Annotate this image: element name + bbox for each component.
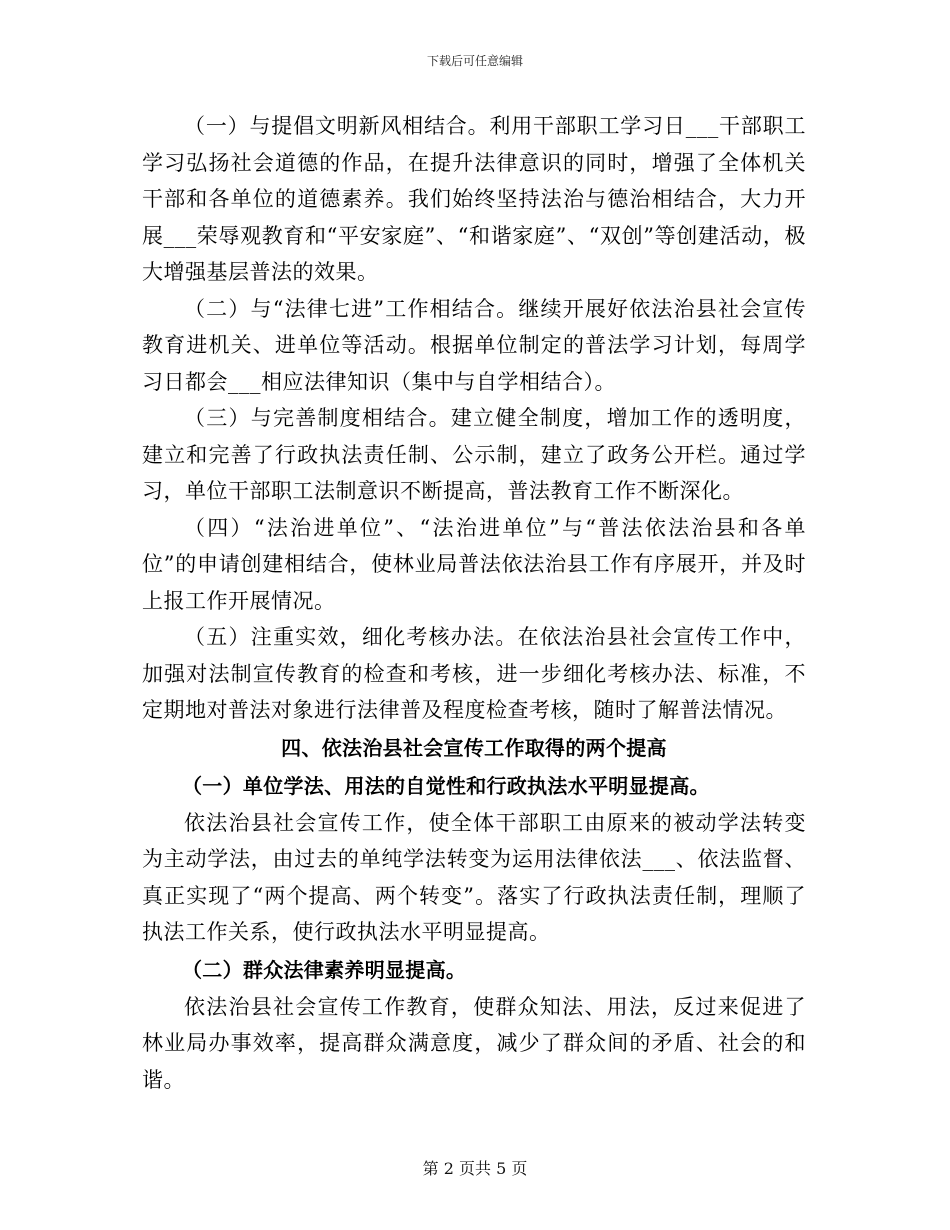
paragraph-assessment: （五）注重实效，细化考核办法。在依法治县社会宣传工作中，加强对法制宣传教育的检查和考核，进一步细化考核办法、标准，不定期地对普法对象进行法律普及程度检查考核，随时了解普法情况。 <box>142 625 806 722</box>
document-body <box>142 108 806 1098</box>
paragraph-system: （三）与完善制度相结合。建立健全制度，增加工作的透明度，建立和完善了行政执法责任制、公示制，建立了政务公开栏。通过学习，单位干部职工法制意识不断提高，普法教育工作不断深化。 <box>142 406 806 503</box>
subheading-public-law: （二）群众法律素养明显提高。 <box>182 957 467 982</box>
paragraph-rule-of-law-units: （四）“法治进单位”、“法治进单位”与“普法依法治县和各单位”的申请创建相结合，使林业局普法依法治县工作有序展开，并及时上报工作开展情况。 <box>142 515 806 613</box>
page-header: 下载后可任意编辑 <box>426 54 523 68</box>
subheading-unit-law: （一）单位学法、用法的自觉性和行政执法水平明显提高。 <box>182 773 710 798</box>
section-heading: 四、依法治县社会宣传工作取得的两个提高 <box>281 735 667 760</box>
paragraph-law-seven: （二）与“法律七进”工作相结合。继续开展好依法治县社会宣传教育进机关、进单位等活动。根据单位制定的普法学习计划，每周学习日都会___相应法律知识（集中与自学相结合）。 <box>142 296 806 394</box>
page-number: 第 2 页共 5 页 <box>422 1159 528 1178</box>
paragraph-culture: （一）与提倡文明新风相结合。利用干部职工学习日___干部职工学习弘扬社会道德的作品，在提升法律意识的同时，增强了全体机关干部和各单位的道德素养。我们始终坚持法治与德治相结合，大力开展___荣辱观教育和“平安家庭”、“和谐家庭”、“双创”等创建活动，极大增强基层普法的效果。 <box>142 114 806 284</box>
paragraph-unit-law: 依法治县社会宣传工作，使全体干部职工由原来的被动学法转变为主动学法，由过去的单纯学法转变为运用法律依法___、依法监督、真正实现了“两个提高、两个转变”。落实了行政执法责任制，理顺了执法工作关系，使行政执法水平明显提高。 <box>142 810 806 944</box>
paragraph-public-law: 依法治县社会宣传工作教育，使群众知法、用法，反过来促进了林业局办事效率，提高群众满意度，减少了群众间的矛盾、社会的和谐。 <box>142 994 806 1092</box>
